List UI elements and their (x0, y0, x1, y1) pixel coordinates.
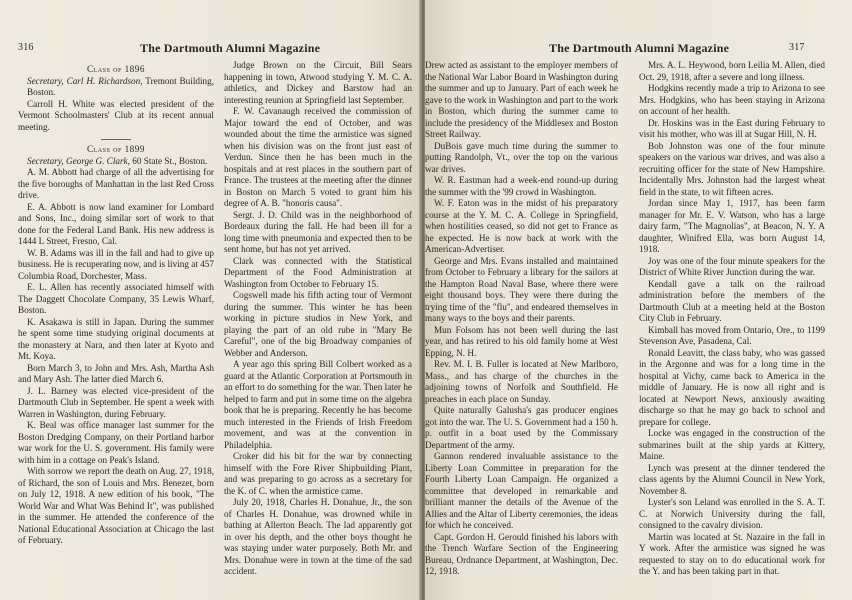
column-3 (425, 60, 618, 578)
news-paragraph: E. L. Allen has recently associated himself with The Daggett Chocolate Company, 35 Lewis Wharf, Boston. (18, 282, 214, 315)
news-paragraph: Mrs. A. L. Heywood, born Leilia M. Allen, died Oct. 29, 1918, after a severe and long illness. (639, 60, 825, 82)
secretary-label: Secretary, George G. Clark, (27, 155, 130, 166)
class-secretary (18, 156, 214, 168)
page-number-left: 316 (18, 42, 34, 53)
news-paragraph: Rev. M. I. B. Fuller is located at New Marlboro, Mass., and has charge of the churches in the adjoining towns of Norfolk and Southfield. He preaches in each place on Sunday. (425, 359, 618, 404)
class-heading: Class of 1899 (87, 144, 145, 154)
news-paragraph: Kimball has moved from Ontario, Ore., to 1199 Stevenson Ave, Pasadena, Cal. (639, 324, 825, 346)
news-paragraph: Kendall gave a talk on the railroad administration before the members of the Dartmouth Club at a meeting held at the Boston City Club in February. (639, 278, 825, 323)
news-paragraph: Croker did his bit for the war by connecting himself with the Fore River Shipbuilding Plant, and was preparing to go across as a secretary for the K. of C. when the armistice came. (224, 451, 412, 496)
left-page (0, 0, 421, 600)
news-paragraph: Jordan since May 1, 1917, has been farm manager for Mr. E. V. Watson, who has a large dairy farm, "The Magnolias", at Beacon, N. Y. A daughter, Winifred Ella, was born August 14, 1918. (639, 198, 825, 254)
news-paragraph: Cogswell made his fifth acting tour of Vermont during the summer. This winter he has been working in picture studios in New York, and playing the part of an old rube in "Mary Be Careful", one of the big Broadway companies of Webber and Anderson. (224, 290, 412, 358)
news-paragraph: E. A. Abbott is now land examiner for Lombard and Sons, Inc., doing similar sort of work to that done for the Federal Land Bank. His new address is 1444 L Street, Fresno, Cal. (18, 201, 214, 246)
secretary-address: 60 State St., Boston. (129, 155, 208, 166)
page-number-right: 317 (789, 42, 805, 53)
news-paragraph: K. Asakawa is still in Japan. During the summer he spent some time studying original documents at the monastery at Nara, and then later at Kyoto and Mt. Koya. (18, 316, 214, 361)
secretary-label: Secretary, Carl H. Richardson, (27, 75, 143, 86)
news-paragraph: Bob Johnston was one of the four minute speakers on the various war drives, and was also a recruiting officer for the state of New Hampshire. Incidentally Mrs. Johnston had the largest wheat field in the state, to wit fifteen acres. (639, 140, 825, 197)
running-head-right: The Dartmouth Alumni Magazine (549, 41, 730, 55)
news-paragraph: George and Mrs. Evans installed and maintained from October to February a library for the sailors at the Hampton Road Naval Base, where there were eight thousand boys. They were there during the trying time of the "flu", and endeared themselves in many ways to the boys and their parents. (425, 255, 618, 323)
news-paragraph: Gannon rendered invaluable assistance to the Liberty Loan Committee in preparation for the Fourth Liberty Loan Campaign. He organized a committee that developed in remarkable and brilliant manner the details of the Avenue of the Allies and the Altar of Liberty ceremonies, the ideas for which he conceived. (425, 451, 618, 530)
class-secretary (18, 76, 214, 99)
news-paragraph: Clark was connected with the Statistical Department of the Food Administration at Washington from October to February 15. (224, 255, 412, 289)
column-2 (224, 60, 412, 578)
running-head-left: The Dartmouth Alumni Magazine (140, 41, 321, 55)
column-4 (639, 60, 825, 578)
news-paragraph: July 20, 1918, Charles H. Donahue, Jr., the son of Charles H. Donahue, was drowned while in bathing at Allerton Beach. The lad apparently got in over his depth, and the other boys thought he was staying under water purposely. Both Mr. and Mrs. Donahue were in town at the time of the sad accident. (224, 497, 412, 576)
news-paragraph: Hodgkins recently made a trip to Arizona to see Mrs. Hodgkins, who has been staying in Arizona on account of her health. (639, 83, 825, 116)
news-paragraph: F. W. Cavanaugh received the commission of Major toward the end of October, and was wounded about the time the armistice was signed when his division was on the front just east of Verdun. Since then he has been much in the hospitals and at rest places in the southern part of France. The trustees at the meeting after the dinner in Boston on March 5 voted to grant him his degree of A. B. "honoris causa". (224, 106, 412, 208)
news-paragraph: Locke was engaged in the construction of the submarines built at the ship yards at Kittery, Maine. (639, 428, 825, 461)
section-divider (101, 139, 131, 140)
news-paragraph: W. F. Eaton was in the midst of his preparatory course at the Y. M. C. A. College in Springfield, when hostilities ceased, so did not get to France as he expected. He is now back at work with the American-Advertiser. (425, 198, 618, 254)
news-paragraph: A year ago this spring Bill Colbert worked as a guard at the Atlantic Corporation at Portsmouth in an effort to do something for the war. Then later he helped to farm and put in some time on the algebra book that he is preparing. Recently he has become much interested in the Friends of Irish Freedom movement, and was at the convention in Philadelphia. (224, 359, 412, 450)
news-paragraph: Drew acted as assistant to the employer members of the National War Labor Board in Washington during the summer and up to January. Part of each week he gave to the work in Washington and part to the work in Boston, which during the summer came to include the presidency of the Middlesex and Boston Street Railway. (425, 60, 619, 139)
news-paragraph: Mun Folsom has not been well during the last year, and has retired to his old family home at West Epping, N. H. (425, 324, 618, 358)
news-paragraph: Judge Brown on the Circuit, Bill Sears happening in town, Atwood studying Y. M. C. A. athletics, and Dickey and Barstow had an interesting reunion at Springfield last September. (224, 60, 412, 105)
news-paragraph: W. R. Eastman had a week-end round-up during the summer with the '99 crowd in Washington. (425, 175, 618, 197)
news-paragraph: K. Beal was office manager last summer for the Boston Dredging Company, on their Portland harbor war work for the U. S. government. His family were with him in a cottage on Peak's Island. (18, 420, 214, 465)
right-page (425, 0, 852, 600)
news-paragraph: Joy was one of the four minute speakers for the District of White River Junction during the war. (639, 255, 825, 277)
news-paragraph: Capt. Gordon H. Gerould finished his labors with the Trench Warfare Section of the Engineering Bureau, Ordnance Department, at Washington, Dec. 12, 1918. (425, 531, 618, 576)
news-paragraph: Quite naturally Galusha's gas producer engines got into the war. The U. S. Government had a 150 h. p. outfit in a boat used by the Commissary Department of the army. (425, 405, 618, 450)
news-paragraph: J. L. Barney was elected vice-president of the Dartmouth Club in September. He spent a week with Warren in Washington, during February. (18, 385, 214, 419)
news-paragraph: Dr. Hoskins was in the East during February to visit his mother, who was ill at Sugar Hill, N. H. (639, 117, 825, 139)
class-heading: Class of 1896 (87, 64, 145, 74)
news-paragraph: With sorrow we report the death on Aug. 27, 1918, of Richard, the son of Louis and Mrs. Benezet, born on July 12, 1918. A new edition of his book, "The World War and What Was Behind It", was published in the summer. He attended the conference of the National Educational Association at Chicago the last of February. (18, 466, 214, 545)
news-paragraph: W. B. Adams was ill in the fall and had to give up business. He is recuperating now, and is living at 457 Columbia Road, Dorchester, Mass. (18, 247, 214, 281)
news-paragraph: Lyster's son Leland was enrolled in the S. A. T. C. at Norwich University during the fall, consigned to the cavalry division. (639, 497, 825, 530)
news-paragraph: Sergt. J. D. Child was in the neighborhood of Bordeaux during the fall. He had been ill for a long time with pneumonia and expected then to be sent home, but has not yet arrived. (224, 209, 412, 254)
news-paragraph: Born March 3, to John and Mrs. Ash, Martha Ash and Mary Ash. The latter died March 6. (18, 362, 214, 384)
news-paragraph: Carroll H. White was elected president of the Vermont Schoolmasters' Club at its recent annual meeting. (18, 98, 214, 132)
secretary-address: Tremont Building, Boston. (27, 75, 215, 97)
news-paragraph: Lynch was present at the dinner tendered the class agents by the Alumni Council in New York, November 8. (639, 462, 825, 496)
news-paragraph: DuBois gave much time during the summer to putting Randolph, Vt., over the top on the various war drives. (425, 140, 618, 174)
news-paragraph: Ronald Leavitt, the class baby, who was gassed in the Argonne and was for a long time in the hospital at Vichy, came back to America in the middle of January. He is now all right and is located at Newport News, anxiously awaiting discharge so that he may go back to school and prepare for college. (639, 347, 825, 427)
news-paragraph: Martin was located at St. Nazaire in the fall in Y work. After the armistice was signed he was requested to stay on to do educational work for the Y. and has been taking part in that. (639, 531, 825, 576)
news-paragraph: A. M. Abbott had charge of all the advertising for the five boroughs of Manhattan in the last Red Cross drive. (18, 167, 214, 200)
column-1 (18, 60, 214, 547)
